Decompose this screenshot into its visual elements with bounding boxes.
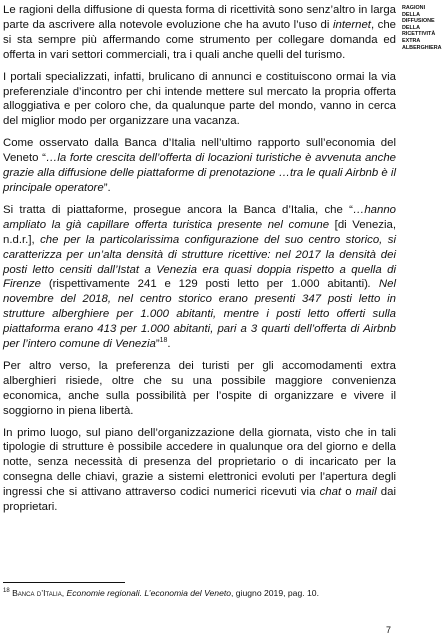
paragraph — [3, 136, 396, 196]
text-run: ” — [155, 338, 160, 351]
footnote-run: Economie regionali. L’economia del Veneto — [66, 588, 232, 598]
main-text — [3, 3, 396, 522]
text-run: [di Venezia, n.d.r.], — [3, 218, 397, 246]
text-run: (rispettivamente 241 e 129 posti letto per 1.000 abitanti) — [40, 278, 368, 291]
paragraph — [3, 359, 396, 419]
text-run: . Nel novembre del 2018, nel centro storico erano presenti 347 posti letto in strutture alberghiere per 1.000 abitanti, mentre i posti letto offerti sulla piattaforma erano 413 per 1.000 abitanti, pari a 3 quarti dell’offerta di Airbnb per l’intero comune di Venezia — [3, 278, 396, 351]
footnote-run: , giugno 2019, pag. 10. — [231, 588, 319, 598]
text-run: , che si sta sempre più affermando come strumento per collegare domanda ed offerta in vari settori commerciali, tra i quali anche quelli del turismo. — [3, 18, 396, 61]
text-run: mail — [355, 486, 377, 499]
margin-note-line: DELLA — [402, 11, 420, 18]
text-run: In primo luogo, sul piano dell’organizzazione della giornata, visto che in tali tipologie di strutture è possibile accedere in qualunque ora del giorno e della notte, senza necessità di presenza del proprietario o di incaricato per la consegna delle chiavi, grazie a sistemi elettronici evoluti per l’apertura degli ingressi che si attivano attraverso codici numerici ricevuti via — [3, 426, 396, 499]
margin-note-line: EXTRA — [402, 37, 421, 44]
footnote-run: 18 — [3, 588, 10, 595]
text-run: 18 — [159, 337, 168, 345]
footnote-18 — [3, 588, 403, 599]
paragraph — [3, 3, 396, 63]
margin-note-line: RAGIONI — [402, 5, 426, 11]
footnote-separator — [3, 582, 125, 583]
text-run: . — [167, 338, 171, 351]
margin-note-line: DELLA — [402, 24, 420, 31]
text-run: Per altro verso, la preferenza dei turisti per gli accomodamenti extra alberghieri risiede, oltre che su una possibile maggiore convenienza economica, anche sulla possibilità per l’ospite di organizzare e vivere il soggiorno in piena libertà. — [3, 359, 396, 417]
text-run: ”. — [103, 181, 111, 194]
margin-note-line: DIFFUSIONE — [402, 18, 435, 25]
text-run: I portali specializzati, infatti, brulicano di annunci e costituiscono ormai la via preferenziale d’incontro per chi intende mettere sul mercato la propria offerta alloggiativa e per coloro che, da qualunque parte del mondo, vanno in cerca del miglior modo per organizzare una vacanza. — [3, 70, 396, 128]
footnote-run: Banca d’Italia — [12, 588, 62, 598]
paragraph — [3, 426, 396, 515]
margin-note-line: ALBERGHIERA — [402, 44, 442, 51]
margin-note-line: RICETTIVITÀ — [402, 31, 436, 38]
text-run: o — [341, 486, 356, 499]
page-number: 7 — [386, 625, 392, 635]
text-run: Le ragioni della diffusione di questa forma di ricettività sono senz’altro in larga parte da ascrivere alla notevole evoluzione che ha avuto l’uso di — [3, 4, 396, 31]
text-run: internet — [332, 18, 371, 31]
footnote-run: , — [61, 588, 67, 598]
text-run: Come osservato dalla Banca d’Italia nell’ultimo rapporto sull’economia del Veneto “ — [3, 137, 396, 165]
margin-note — [402, 5, 444, 51]
text-run: dai proprietari. — [3, 486, 397, 514]
paragraph — [3, 203, 396, 352]
paragraph — [3, 70, 396, 130]
text-run: Si tratta di piattaforme, prosegue ancora la Banca d’Italia, che “ — [3, 203, 353, 216]
text-run: chat — [319, 486, 342, 499]
text-run: che per la particolarissima configurazione del suo centro storico, si caratterizza per un’alta densità di strutture ricettive: nel 2017 la densità dei posti letto censiti dall’Istat a Venezia era quasi doppia rispetto a quella di Firenze — [3, 233, 396, 291]
text-run: …hanno ampliato la già capillare offerta turistica presente nel comune — [3, 203, 396, 231]
text-run: …la forte crescita dell’offerta di locazioni turistiche è avvenuta anche grazie alla diffusione delle piattaforme di prenotazione …tra le quali Airbnb è il principale operatore — [3, 152, 396, 194]
